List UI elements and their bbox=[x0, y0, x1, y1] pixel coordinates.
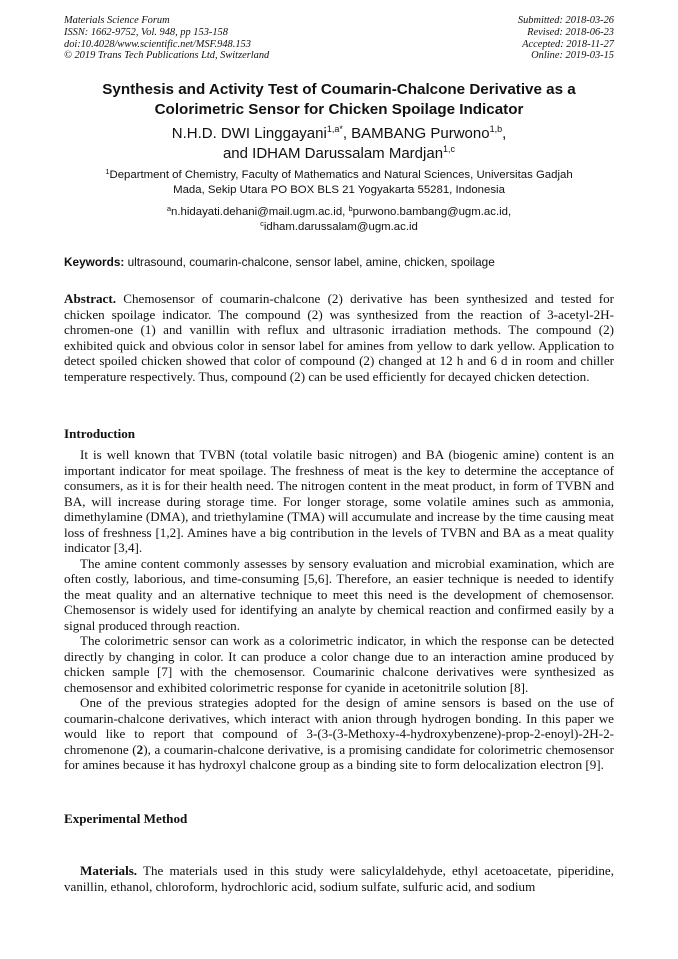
journal-copyright: © 2019 Trans Tech Publications Ltd, Switzerland bbox=[64, 50, 270, 62]
paper-title bbox=[60, 80, 618, 119]
intro-paragraph-2: The amine content commonly assesses by sensory evaluation and microbial examination, which are often costly, laborious, and time-consuming [5,6]. Therefore, an easier technique is needed to identify the meat quality and an alternative technique to meet this need is the development of chemosensor. Chemosensor is widely used for identifying an analyte by chemical reaction and confirmed easily by a signal produced through reaction. bbox=[64, 555, 614, 633]
publication-dates bbox=[518, 15, 614, 62]
title-line-2: Colorimetric Sensor for Chicken Spoilage Indicator bbox=[154, 100, 524, 118]
email-b[interactable]: purwono.bambang@ugm.ac.id, bbox=[352, 206, 512, 218]
author-list bbox=[60, 124, 618, 164]
intro-paragraph-3: The colorimetric sensor can work as a colorimetric indicator, in which the response can be detected directly by changing in color. It can produce a color change due to an interaction amine produced by chicken sample [7] with the chemosensor. Coumarinic chalcone derivatives were synthesized as chemosensor and exhibited colorimetric response for cyanide in acetonitrile solution [8]. bbox=[64, 633, 614, 695]
experimental-heading: Experimental Method bbox=[64, 811, 188, 826]
author-3-affiliation: 1,c bbox=[443, 143, 456, 154]
keywords bbox=[64, 255, 614, 270]
author-separator: , bbox=[502, 125, 507, 142]
author-3: and IDHAM Darussalam Mardjan bbox=[222, 144, 444, 162]
email-a[interactable]: n.hidayati.dehani@mail.ugm.ac.id, bbox=[171, 206, 349, 218]
affiliation-line-2: Mada, Sekip Utara PO BOX BLS 21 Yogyakarta 55281, Indonesia bbox=[173, 184, 505, 197]
abstract-label: Abstract. bbox=[64, 291, 116, 306]
authors-line-2 bbox=[60, 144, 618, 164]
intro-paragraph-4: One of the previous strategies adopted for the design of amine sensors is based on the use of coumarin-chalcone derivatives, which interact with anion through hydrogen bonding. In this paper we would like to report that compound of 3-(3-(3-Methoxy-4-hydroxybenzene)-prop-2-enoyl)-2H-2-chromenone (2), a coumarin-chalcone derivative, is a promising candidate for colorimetric chemosensor for amines because it has hydroxyl chalcone group as a binding site to form delocalization electron [9]. bbox=[64, 695, 614, 772]
affiliation-number: 1 bbox=[105, 167, 110, 176]
title-line-1: Synthesis and Activity Test of Coumarin-Chalcone Derivative as a bbox=[102, 81, 576, 98]
author-emails bbox=[70, 205, 608, 235]
date-online: Online: 2019-03-15 bbox=[531, 50, 614, 62]
date-submitted: Submitted: 2018-03-26 bbox=[517, 15, 614, 26]
journal-issn: ISSN: 1662-9752, Vol. 948, pp 153-158 bbox=[64, 26, 228, 38]
affiliation-line-1: $^1$Department of Chemistry, Faculty of Mathematics and Natural Sciences, Universitas Gadjah bbox=[105, 167, 573, 181]
introduction-heading: Introduction bbox=[64, 426, 136, 441]
authors-line-1 bbox=[60, 124, 618, 144]
intro-paragraph-1: It is well known that TVBN (total volatile basic nitrogen) and BA (biogenic amine) content is an important indicator for meat spoilage. The freshness of meat is the key to determine the acceptance of consumers, as it is for their health need. The nitrogen content in the meat product, in form of TVBN and BA, will increase during storage time. For longer storage, some volatile amines such as ammonia, dimethylamine (DMA), and triethylamine (TMA) will accumulate and increase by the time causing meat loss of freshness [1,2]. Amines have a big contribution in the levels of TVBN and BA as a meat quality indicator [3,4]. bbox=[64, 447, 614, 555]
affiliation bbox=[70, 168, 608, 198]
date-revised: Revised: 2018-06-23 bbox=[527, 26, 614, 38]
keywords-label: Keywords: bbox=[64, 255, 125, 269]
date-accepted: Accepted: 2018-11-27 bbox=[522, 38, 614, 50]
keywords-text: ultrasound, coumarin-chalcone, sensor label, amine, chicken, spoilage bbox=[124, 255, 495, 269]
email-c[interactable]: idham.darussalam@ugm.ac.id bbox=[263, 221, 418, 234]
emails-line-1: $^a$n.hidayati.dehani@mail.ugm.ac.id, $^b$purwono.bambang@ugm.ac.id, bbox=[166, 204, 512, 218]
emails-line-2: $^c$idham.darussalam@ugm.ac.id bbox=[260, 219, 418, 234]
author-2-affiliation: 1,b bbox=[489, 124, 503, 134]
introduction-body bbox=[64, 447, 614, 773]
journal-name: Materials Science Forum bbox=[64, 15, 170, 26]
abstract-text: Chemosensor of coumarin-chalcone (2) derivative has been synthesized and tested for chicken spoilage indicator. The compound (2) was synthesized from the reaction of 3-acetyl-2H-chromen-one (1) and vanillin with reflux and ultrasonic irradiation methods. The compound (2) exhibited quick and obvious color in sensor label for amines from yellow to dark yellow. Application to detect spoiled chicken showed that color of compound (2) changed at 12 h and 6 d in room and chiller temperature respectively. Thus, compound (2) can be used efficiently for decayed chicken detection. bbox=[64, 291, 614, 384]
author-1: N.H.D. DWI Linggayani bbox=[171, 125, 327, 142]
journal-info bbox=[64, 15, 269, 62]
abstract bbox=[64, 291, 614, 384]
materials-paragraph bbox=[64, 863, 614, 894]
materials-text: The materials used in this study were salicylaldehyde, ethyl acetoacetate, piperidine, vanillin, ethanol, chloroform, hydrochloric acid, sodium sulfate, sulfuric acid, and sodium bbox=[64, 863, 614, 894]
author-1-affiliation: 1,a* bbox=[326, 124, 343, 134]
journal-doi: doi:10.4028/www.scientific.net/MSF.948.153 bbox=[64, 38, 251, 50]
author-separator: , bbox=[342, 125, 352, 142]
materials-label: Materials. bbox=[80, 863, 138, 878]
author-2: BAMBANG Purwono bbox=[351, 125, 490, 142]
